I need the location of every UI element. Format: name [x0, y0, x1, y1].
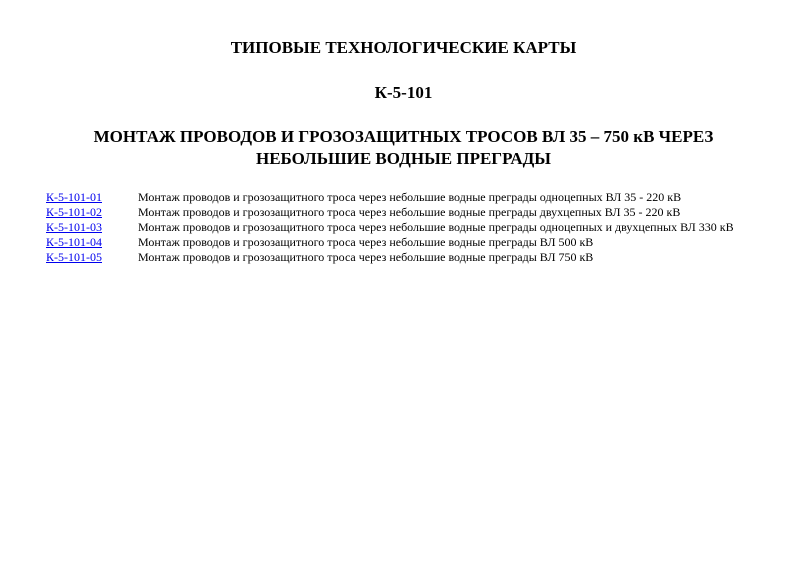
document-code: К-5-101 — [374, 83, 433, 102]
document-title-line-1: МОНТАЖ ПРОВОДОВ И ГРОЗОЗАЩИТНЫХ ТРОСОВ ВЛ 35 – 750 кВ ЧЕРЕЗ — [93, 127, 714, 146]
toc-item-05 — [46, 250, 807, 265]
toc-link-01[interactable]: К-5-101-01 — [46, 190, 102, 204]
toc-description-01: Монтаж проводов и грозозащитного троса через небольшие водные преграды одноцепных ВЛ 35 - 220 кВ — [138, 190, 682, 204]
toc-description-02: Монтаж проводов и грозозащитного троса через небольшие водные преграды двухцепных ВЛ 35 - 220 кВ — [138, 205, 681, 219]
toc-item-03 — [46, 220, 807, 235]
toc-link-04[interactable]: К-5-101-04 — [46, 235, 102, 249]
toc-link-02[interactable]: К-5-101-02 — [46, 205, 102, 219]
series-title: ТИПОВЫЕ ТЕХНОЛОГИЧЕСКИЕ КАРТЫ — [230, 38, 577, 57]
toc-link-03[interactable]: К-5-101-03 — [46, 220, 102, 234]
table-of-contents — [46, 190, 807, 265]
toc-description-03: Монтаж проводов и грозозащитного троса через небольшие водные преграды одноцепных и двухцепных ВЛ 330 кВ — [138, 220, 734, 234]
toc-description-04: Монтаж проводов и грозозащитного троса через небольшие водные преграды ВЛ 500 кВ — [138, 235, 594, 249]
toc-item-02 — [46, 205, 807, 220]
document-title-line-2: НЕБОЛЬШИЕ ВОДНЫЕ ПРЕГРАДЫ — [255, 149, 551, 168]
toc-link-05[interactable]: К-5-101-05 — [46, 250, 102, 264]
toc-description-05: Монтаж проводов и грозозащитного троса через небольшие водные преграды ВЛ 750 кВ — [138, 250, 594, 264]
toc-item-01 — [46, 190, 807, 205]
document-title — [0, 126, 807, 170]
toc-item-04 — [46, 235, 807, 250]
